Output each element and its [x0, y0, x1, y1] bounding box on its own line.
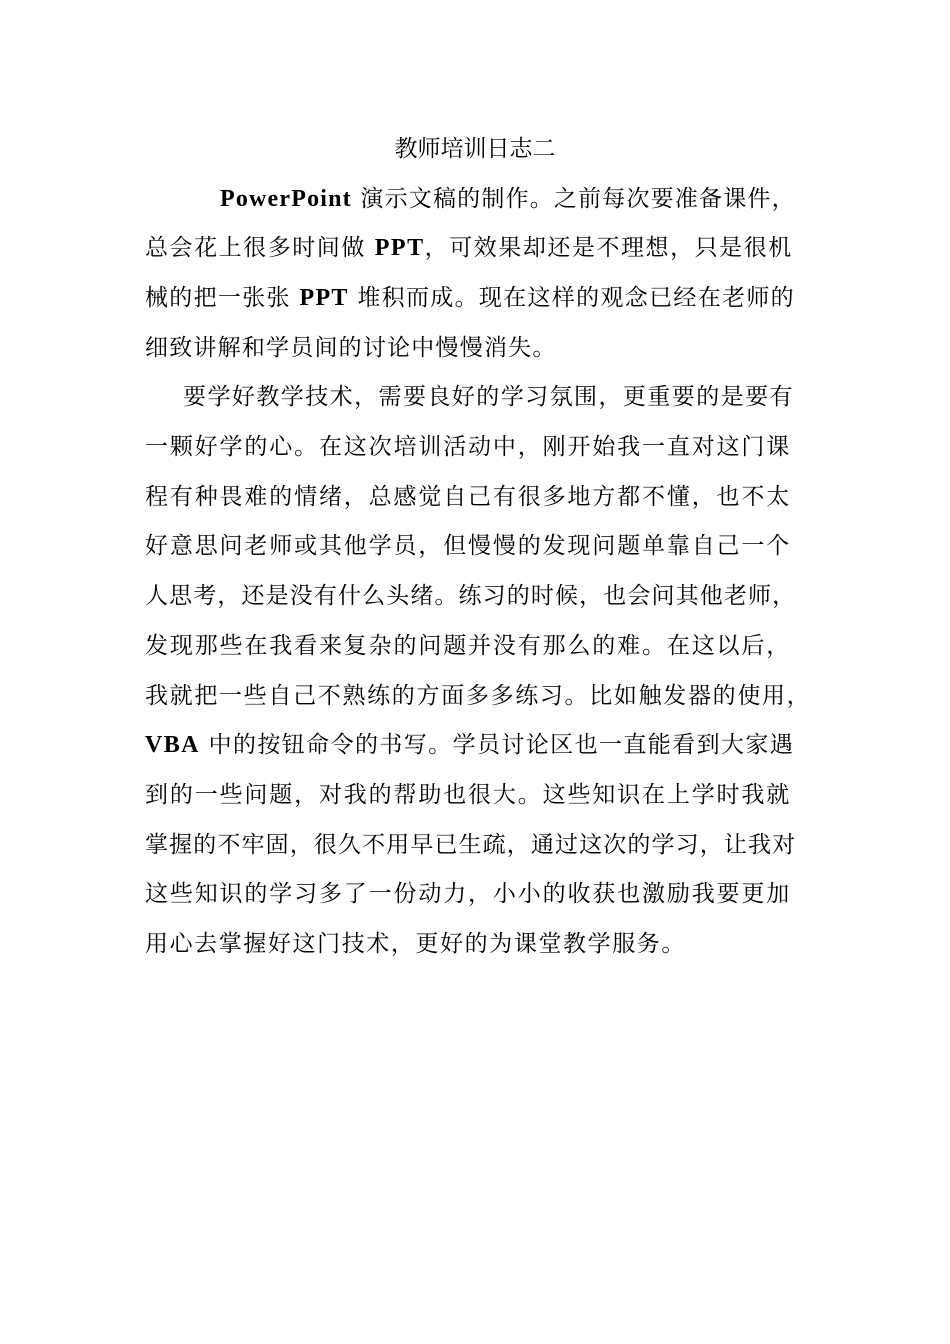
text-run: 总会花上很多时间做 — [145, 235, 375, 261]
text-line — [145, 829, 796, 861]
text-run: 要学好教学技术，需要良好的学习氛围，更重要的是要有 — [183, 384, 794, 410]
text-run: 我就把一些自己不熟练的方面多多练习。比如触发器的使用， — [145, 683, 812, 709]
text-run: 用心去掌握好这门技术，更好的为课堂教学服务。 — [145, 931, 686, 957]
text-run: 人思考，还是没有什么头绪。练习的时候，也会问其他老师， — [145, 583, 797, 609]
text-line — [145, 680, 811, 712]
text-run: 到的一些问题，对我的帮助也很大。这些知识在上学时我就 — [145, 782, 792, 808]
text-line — [220, 183, 796, 215]
text-line — [145, 729, 794, 761]
text-run: 中的按钮命令的书写。学员讨论区也一直能看到大家遇 — [199, 732, 795, 758]
text-run: ，可效果却还是不理想，只是很机 — [424, 235, 793, 261]
document-title: 教师培训日志二 — [394, 136, 556, 162]
text-line — [145, 232, 793, 264]
text-run: 这些知识的学习多了一份动力，小小的收获也激励我要更加 — [145, 881, 792, 907]
text-line — [183, 381, 794, 413]
text-line — [145, 530, 791, 562]
text-run: 演示文稿的制作。之前每次要准备课件， — [351, 186, 796, 212]
text-line — [145, 779, 791, 811]
text-run: 堆积而成。现在这样的观念已经在老师的 — [348, 285, 795, 311]
text-line — [145, 282, 795, 314]
text-latin: PowerPoint — [220, 186, 352, 212]
text-run: 一颗好学的心。在这次培训活动中，刚开始我一直对这门课 — [145, 434, 792, 460]
text-line — [145, 630, 791, 662]
text-line — [145, 332, 557, 364]
text-run: 好意思问老师或其他学员，但慢慢的发现问题单靠自己一个 — [145, 533, 792, 559]
text-latin: PPT — [374, 235, 425, 261]
text-latin: VBA — [145, 732, 200, 758]
text-line — [145, 878, 791, 910]
text-run: 掌握的不牢固，很久不用早已生疏，通过这次的学习，让我对 — [145, 832, 797, 858]
text-latin: PPT — [299, 285, 349, 311]
text-run: 细致讲解和学员间的讨论中慢慢消失。 — [145, 335, 557, 361]
text-run: 械的把一张张 — [145, 285, 300, 311]
text-run: 发现那些在我看来复杂的问题并没有那么的难。在这以后， — [145, 633, 792, 659]
text-line — [145, 481, 791, 513]
text-line — [145, 928, 686, 960]
text-line — [145, 431, 791, 463]
text-run: 程有种畏难的情绪，总感觉自己有很多地方都不懂，也不太 — [145, 484, 792, 510]
text-line — [145, 580, 796, 612]
